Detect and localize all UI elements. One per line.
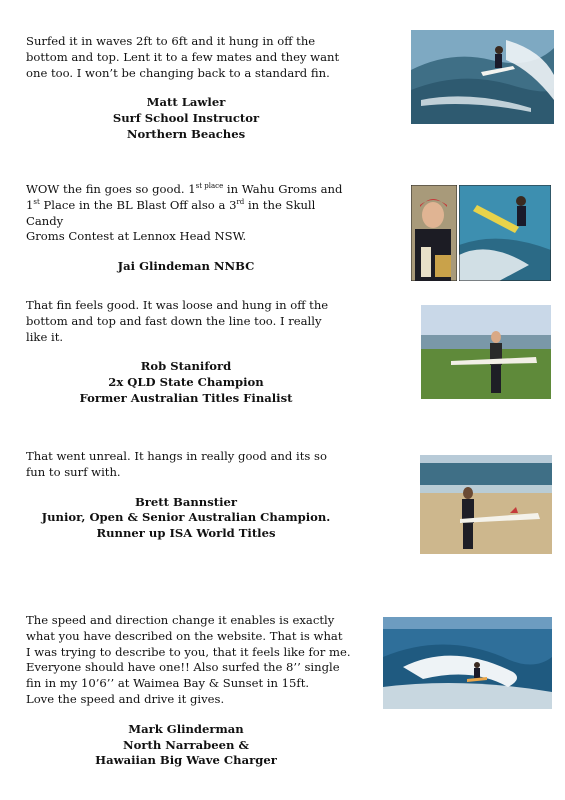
photo-surfer-with-board bbox=[421, 305, 551, 399]
testimonial-quote bbox=[26, 182, 351, 245]
quote-text: Place in the BL Blast Off also a 3 bbox=[39, 197, 237, 212]
quote-line: bottom and top. Lent it to a few mates and they want bbox=[26, 49, 340, 64]
signature-title: Runner up ISA World Titles bbox=[96, 526, 276, 541]
testimonial-brett-bannstier bbox=[26, 449, 351, 542]
signature-title: 2x QLD State Champion bbox=[108, 375, 264, 390]
quote-line: That went unreal. It hangs in really good and its so bbox=[26, 449, 327, 463]
signature-title: Surf School Instructor bbox=[112, 111, 260, 126]
quote-superscript: st bbox=[33, 197, 40, 206]
signature-name: Brett Bannstier bbox=[135, 494, 237, 509]
quote-line: fun to surf with. bbox=[26, 464, 121, 479]
quote-line: Surfed it in waves 2ft to 6ft and it hung in off the bbox=[26, 34, 316, 48]
quote-line: Groms Contest at Lennox Head NSW. bbox=[26, 229, 247, 244]
testimonial-signature bbox=[26, 259, 346, 275]
testimonial-quote bbox=[26, 298, 351, 345]
testimonial-jai-glindeman bbox=[26, 182, 351, 275]
quote-text: in the Skull Candy bbox=[26, 197, 316, 228]
testimonial-signature bbox=[26, 495, 346, 542]
signature-name: Matt Lawler bbox=[146, 95, 226, 110]
testimonial-quote bbox=[26, 613, 351, 708]
quote-line: what you have described on the website. That is what bbox=[26, 628, 343, 643]
quote-line: fin in my 10’6’’ at Waimea Bay & Sunset in 15ft. bbox=[26, 676, 310, 691]
signature-name: Jai Glindeman NNBC bbox=[117, 259, 255, 274]
quote-line: That fin feels good. It was loose and hung in off the bbox=[26, 298, 329, 312]
photo-wave-surfer bbox=[411, 30, 554, 124]
testimonial-matt-lawler bbox=[26, 34, 351, 143]
signature-name: Mark Glinderman bbox=[128, 721, 244, 736]
photo-grom-portrait bbox=[411, 185, 457, 281]
quote-line: bottom and top and fast down the line too. I really bbox=[26, 313, 322, 328]
quote-line: Everyone should have one!! Also surfed the 8’’ single bbox=[26, 660, 340, 675]
testimonial-rob-staniford bbox=[26, 298, 351, 407]
quote-line: Love the speed and drive it gives. bbox=[26, 691, 225, 706]
quote-superscript: rd bbox=[236, 197, 245, 206]
photo-big-wave-surfer bbox=[383, 617, 552, 709]
quote-line: The speed and direction change it enables is exactly bbox=[26, 613, 335, 627]
testimonial-signature bbox=[26, 95, 346, 142]
photo-beach-surfer bbox=[420, 455, 552, 554]
quote-line: I was trying to describe to you, that it feels like for me. bbox=[26, 644, 351, 659]
signature-title: Former Australian Titles Finalist bbox=[79, 390, 293, 405]
quote-superscript: st place bbox=[195, 182, 224, 190]
testimonial-quote bbox=[26, 449, 351, 481]
testimonial-signature bbox=[26, 722, 346, 769]
testimonial-signature bbox=[26, 359, 346, 406]
quote-text: in Wahu Groms and bbox=[223, 182, 343, 196]
quote-text: 1 bbox=[26, 197, 34, 212]
signature-title: Hawaiian Big Wave Charger bbox=[95, 753, 277, 768]
quote-line: like it. bbox=[26, 329, 64, 344]
testimonial-quote bbox=[26, 34, 351, 81]
signature-title: Junior, Open & Senior Australian Champion. bbox=[41, 510, 331, 525]
quote-text: WOW the fin goes so good. 1 bbox=[26, 182, 196, 196]
testimonial-mark-glinderman bbox=[26, 613, 351, 769]
signature-location: Northern Beaches bbox=[126, 126, 246, 141]
signature-name: Rob Staniford bbox=[140, 359, 232, 374]
photo-grom-aerial bbox=[459, 185, 551, 281]
quote-line: one too. I won’t be changing back to a standard fin. bbox=[26, 65, 330, 80]
signature-location: North Narrabeen & bbox=[123, 737, 249, 752]
